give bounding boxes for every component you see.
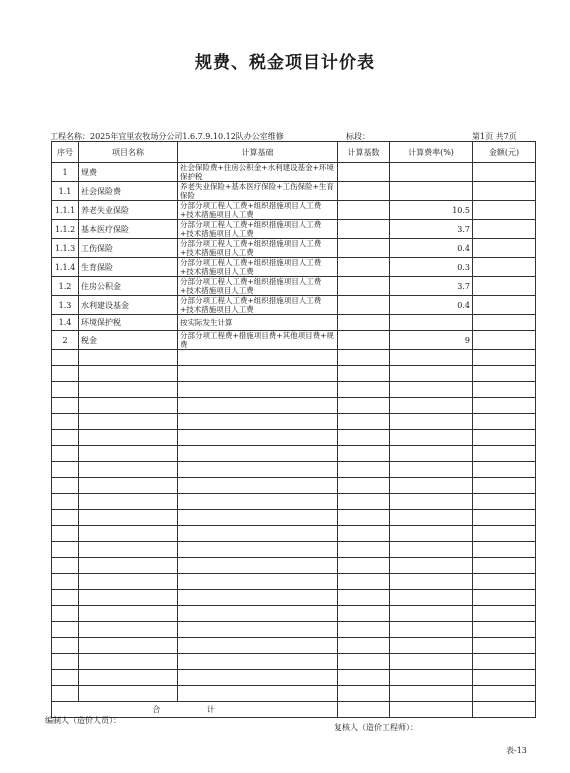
empty-cell bbox=[178, 478, 338, 494]
cell-seq: 1.3 bbox=[52, 296, 79, 315]
empty-cell bbox=[338, 542, 390, 558]
empty-cell bbox=[473, 574, 536, 590]
empty-cell bbox=[52, 686, 79, 702]
project-name: 工程名称：2025年宜里农牧场分公司1.6.7.9.10.12队办公室维修 bbox=[50, 132, 284, 141]
page-code: 表-13 bbox=[506, 746, 527, 755]
table-row-empty bbox=[52, 382, 536, 398]
empty-cell bbox=[52, 558, 79, 574]
page-info: 第1页 共7页 bbox=[472, 132, 517, 141]
cell-seq: 1.1.4 bbox=[52, 258, 79, 277]
cell-name: 住房公积金 bbox=[79, 277, 178, 296]
empty-cell bbox=[52, 670, 79, 686]
empty-cell bbox=[79, 622, 178, 638]
table-row bbox=[52, 239, 536, 258]
empty-cell bbox=[473, 366, 536, 382]
table-row-empty bbox=[52, 686, 536, 702]
cell-amount bbox=[473, 296, 536, 315]
cell-base bbox=[338, 258, 390, 277]
empty-cell bbox=[390, 558, 473, 574]
table-row bbox=[52, 296, 536, 315]
empty-cell bbox=[473, 654, 536, 670]
empty-cell bbox=[178, 622, 338, 638]
cell-base bbox=[338, 239, 390, 258]
table-row bbox=[52, 220, 536, 239]
empty-cell bbox=[473, 462, 536, 478]
empty-cell bbox=[178, 606, 338, 622]
empty-cell bbox=[178, 398, 338, 414]
empty-cell bbox=[178, 590, 338, 606]
empty-cell bbox=[52, 638, 79, 654]
empty-cell bbox=[79, 414, 178, 430]
table-row bbox=[52, 201, 536, 220]
cell-name: 工伤保险 bbox=[79, 239, 178, 258]
empty-cell bbox=[338, 526, 390, 542]
cell-base bbox=[338, 331, 390, 350]
table-row bbox=[52, 331, 536, 350]
col-name: 项目名称 bbox=[79, 142, 178, 163]
empty-cell bbox=[52, 574, 79, 590]
empty-cell bbox=[338, 686, 390, 702]
total-cell bbox=[390, 702, 473, 718]
empty-cell bbox=[390, 382, 473, 398]
cell-rate: 0.4 bbox=[390, 239, 473, 258]
empty-cell bbox=[79, 510, 178, 526]
empty-cell bbox=[473, 622, 536, 638]
empty-cell bbox=[390, 526, 473, 542]
empty-cell bbox=[52, 590, 79, 606]
empty-cell bbox=[178, 558, 338, 574]
col-amount: 金额(元) bbox=[473, 142, 536, 163]
empty-cell bbox=[79, 446, 178, 462]
empty-cell bbox=[338, 398, 390, 414]
empty-cell bbox=[338, 494, 390, 510]
table-row-empty bbox=[52, 414, 536, 430]
empty-cell bbox=[390, 510, 473, 526]
empty-cell bbox=[52, 606, 79, 622]
empty-cell bbox=[79, 686, 178, 702]
table-row-empty bbox=[52, 606, 536, 622]
cell-base bbox=[338, 296, 390, 315]
cell-basis: 社会保险费+住房公积金+水利建设基金+环境保护税 bbox=[178, 163, 338, 182]
table-row bbox=[52, 277, 536, 296]
empty-cell bbox=[473, 606, 536, 622]
empty-cell bbox=[79, 350, 178, 366]
table-row-empty bbox=[52, 398, 536, 414]
empty-cell bbox=[338, 350, 390, 366]
cell-seq: 1.1 bbox=[52, 182, 79, 201]
empty-cell bbox=[390, 638, 473, 654]
table-row bbox=[52, 258, 536, 277]
empty-cell bbox=[390, 462, 473, 478]
cell-name: 生育保险 bbox=[79, 258, 178, 277]
empty-cell bbox=[473, 670, 536, 686]
empty-cell bbox=[473, 494, 536, 510]
empty-cell bbox=[52, 430, 79, 446]
empty-cell bbox=[338, 638, 390, 654]
table-row-empty bbox=[52, 478, 536, 494]
table-row-empty bbox=[52, 430, 536, 446]
empty-cell bbox=[52, 414, 79, 430]
empty-cell bbox=[178, 382, 338, 398]
cell-name: 水利建设基金 bbox=[79, 296, 178, 315]
empty-cell bbox=[178, 446, 338, 462]
empty-cell bbox=[178, 526, 338, 542]
empty-cell bbox=[338, 558, 390, 574]
cell-amount bbox=[473, 239, 536, 258]
empty-cell bbox=[338, 510, 390, 526]
empty-cell bbox=[52, 622, 79, 638]
table-row-empty bbox=[52, 446, 536, 462]
table-row-empty bbox=[52, 574, 536, 590]
empty-cell bbox=[79, 670, 178, 686]
cell-basis: 按实际发生计算 bbox=[178, 315, 338, 331]
table-row-empty bbox=[52, 494, 536, 510]
empty-cell bbox=[338, 366, 390, 382]
cell-seq: 1.1.2 bbox=[52, 220, 79, 239]
empty-cell bbox=[79, 366, 178, 382]
empty-cell bbox=[338, 430, 390, 446]
page-title: 规费、税金项目计价表 bbox=[195, 53, 375, 73]
empty-cell bbox=[390, 366, 473, 382]
empty-cell bbox=[79, 462, 178, 478]
cell-name: 规费 bbox=[79, 163, 178, 182]
table-row-empty bbox=[52, 654, 536, 670]
empty-cell bbox=[178, 430, 338, 446]
empty-cell bbox=[390, 622, 473, 638]
empty-cell bbox=[52, 526, 79, 542]
empty-cell bbox=[473, 478, 536, 494]
empty-cell bbox=[338, 574, 390, 590]
empty-cell bbox=[390, 446, 473, 462]
cell-basis: 分部分项工程人工费+组织措施项目人工费+技术措施项目人工费 bbox=[178, 220, 338, 239]
cell-basis: 分部分项工程人工费+组织措施项目人工费+技术措施项目人工费 bbox=[178, 258, 338, 277]
empty-cell bbox=[52, 654, 79, 670]
empty-cell bbox=[79, 654, 178, 670]
empty-cell bbox=[79, 542, 178, 558]
empty-cell bbox=[390, 350, 473, 366]
table-row-empty bbox=[52, 462, 536, 478]
cell-base bbox=[338, 220, 390, 239]
empty-cell bbox=[178, 638, 338, 654]
empty-cell bbox=[338, 670, 390, 686]
empty-cell bbox=[390, 494, 473, 510]
empty-cell bbox=[52, 478, 79, 494]
empty-cell bbox=[473, 638, 536, 654]
cell-basis: 分部分项工程人工费+组织措施项目人工费+技术措施项目人工费 bbox=[178, 201, 338, 220]
table-row bbox=[52, 182, 536, 201]
empty-cell bbox=[79, 526, 178, 542]
empty-cell bbox=[79, 494, 178, 510]
cell-amount bbox=[473, 201, 536, 220]
table-header-row bbox=[52, 142, 536, 163]
empty-cell bbox=[390, 430, 473, 446]
empty-cell bbox=[338, 606, 390, 622]
empty-cell bbox=[390, 574, 473, 590]
empty-cell bbox=[178, 542, 338, 558]
empty-cell bbox=[390, 542, 473, 558]
table-row bbox=[52, 163, 536, 182]
table-row-empty bbox=[52, 622, 536, 638]
table-row-empty bbox=[52, 510, 536, 526]
empty-cell bbox=[338, 654, 390, 670]
empty-cell bbox=[473, 558, 536, 574]
cell-name: 养老失业保险 bbox=[79, 201, 178, 220]
col-rate: 计算费率(%) bbox=[390, 142, 473, 163]
empty-cell bbox=[390, 414, 473, 430]
total-cell bbox=[338, 702, 390, 718]
empty-cell bbox=[178, 366, 338, 382]
empty-cell bbox=[390, 670, 473, 686]
empty-cell bbox=[178, 654, 338, 670]
empty-cell bbox=[79, 590, 178, 606]
cell-name: 基本医疗保险 bbox=[79, 220, 178, 239]
empty-cell bbox=[52, 398, 79, 414]
cell-amount bbox=[473, 220, 536, 239]
cell-amount bbox=[473, 331, 536, 350]
reviewed-by: 复核人（造价工程师）： bbox=[334, 723, 418, 732]
empty-cell bbox=[178, 462, 338, 478]
cell-rate bbox=[390, 315, 473, 331]
table-row-empty bbox=[52, 366, 536, 382]
cell-basis: 分部分项工程人工费+组织措施项目人工费+技术措施项目人工费 bbox=[178, 239, 338, 258]
empty-cell bbox=[473, 590, 536, 606]
table-row-empty bbox=[52, 590, 536, 606]
empty-cell bbox=[52, 510, 79, 526]
cell-basis: 分部分项工程费+措施项目费+其他项目费+规费 bbox=[178, 331, 338, 350]
empty-cell bbox=[79, 398, 178, 414]
empty-cell bbox=[473, 398, 536, 414]
total-label: 合 计 bbox=[52, 702, 338, 718]
empty-cell bbox=[390, 398, 473, 414]
cell-seq: 2 bbox=[52, 331, 79, 350]
table-row-empty bbox=[52, 670, 536, 686]
empty-cell bbox=[338, 446, 390, 462]
empty-cell bbox=[473, 542, 536, 558]
fee-table bbox=[51, 141, 536, 718]
empty-cell bbox=[79, 574, 178, 590]
cell-base bbox=[338, 182, 390, 201]
empty-cell bbox=[473, 510, 536, 526]
cell-amount bbox=[473, 163, 536, 182]
cell-name: 环境保护税 bbox=[79, 315, 178, 331]
cell-seq: 1.2 bbox=[52, 277, 79, 296]
empty-cell bbox=[52, 494, 79, 510]
cell-seq: 1.1.3 bbox=[52, 239, 79, 258]
empty-cell bbox=[338, 462, 390, 478]
cell-rate: 3.7 bbox=[390, 277, 473, 296]
cell-rate bbox=[390, 163, 473, 182]
empty-cell bbox=[52, 350, 79, 366]
empty-cell bbox=[338, 622, 390, 638]
empty-cell bbox=[178, 494, 338, 510]
empty-cell bbox=[473, 430, 536, 446]
cell-name: 税金 bbox=[79, 331, 178, 350]
cell-seq: 1.4 bbox=[52, 315, 79, 331]
empty-cell bbox=[390, 686, 473, 702]
cell-rate: 0.4 bbox=[390, 296, 473, 315]
table-row-empty bbox=[52, 526, 536, 542]
cell-rate: 10.5 bbox=[390, 201, 473, 220]
empty-cell bbox=[178, 574, 338, 590]
cell-base bbox=[338, 315, 390, 331]
cell-basis: 分部分项工程人工费+组织措施项目人工费+技术措施项目人工费 bbox=[178, 277, 338, 296]
empty-cell bbox=[390, 606, 473, 622]
cell-rate: 0.3 bbox=[390, 258, 473, 277]
cell-base bbox=[338, 277, 390, 296]
empty-cell bbox=[52, 366, 79, 382]
col-base: 计算基数 bbox=[338, 142, 390, 163]
col-basis: 计算基础 bbox=[178, 142, 338, 163]
empty-cell bbox=[79, 606, 178, 622]
empty-cell bbox=[338, 414, 390, 430]
prepared-by: 编制人（造价人员）： bbox=[45, 716, 121, 725]
empty-cell bbox=[473, 446, 536, 462]
cell-basis: 养老失业保险+基本医疗保险+工伤保险+生育保险 bbox=[178, 182, 338, 201]
table-row-empty bbox=[52, 350, 536, 366]
cell-base bbox=[338, 163, 390, 182]
empty-cell bbox=[79, 382, 178, 398]
empty-cell bbox=[79, 430, 178, 446]
empty-cell bbox=[52, 542, 79, 558]
empty-cell bbox=[178, 414, 338, 430]
empty-cell bbox=[473, 382, 536, 398]
empty-cell bbox=[473, 686, 536, 702]
cell-rate: 3.7 bbox=[390, 220, 473, 239]
empty-cell bbox=[390, 590, 473, 606]
col-seq: 序号 bbox=[52, 142, 79, 163]
table-row-empty bbox=[52, 558, 536, 574]
cell-rate bbox=[390, 182, 473, 201]
empty-cell bbox=[79, 638, 178, 654]
table-row-empty bbox=[52, 542, 536, 558]
empty-cell bbox=[338, 382, 390, 398]
empty-cell bbox=[52, 462, 79, 478]
cell-basis: 分部分项工程人工费+组织措施项目人工费+技术措施项目人工费 bbox=[178, 296, 338, 315]
empty-cell bbox=[338, 590, 390, 606]
cell-amount bbox=[473, 315, 536, 331]
empty-cell bbox=[178, 670, 338, 686]
cell-amount bbox=[473, 258, 536, 277]
empty-cell bbox=[178, 686, 338, 702]
section-label: 标段： bbox=[346, 132, 370, 141]
table-row bbox=[52, 315, 536, 331]
cell-seq: 1.1.1 bbox=[52, 201, 79, 220]
empty-cell bbox=[79, 558, 178, 574]
empty-cell bbox=[178, 510, 338, 526]
empty-cell bbox=[473, 350, 536, 366]
cell-amount bbox=[473, 182, 536, 201]
empty-cell bbox=[178, 350, 338, 366]
cell-base bbox=[338, 201, 390, 220]
table-row-empty bbox=[52, 638, 536, 654]
total-row bbox=[52, 702, 536, 718]
cell-seq: 1 bbox=[52, 163, 79, 182]
empty-cell bbox=[473, 526, 536, 542]
empty-cell bbox=[79, 478, 178, 494]
total-cell bbox=[473, 702, 536, 718]
empty-cell bbox=[390, 654, 473, 670]
empty-cell bbox=[52, 446, 79, 462]
empty-cell bbox=[473, 414, 536, 430]
cell-rate: 9 bbox=[390, 331, 473, 350]
empty-cell bbox=[338, 478, 390, 494]
cell-amount bbox=[473, 277, 536, 296]
empty-cell bbox=[52, 382, 79, 398]
empty-cell bbox=[390, 478, 473, 494]
cell-name: 社会保险费 bbox=[79, 182, 178, 201]
